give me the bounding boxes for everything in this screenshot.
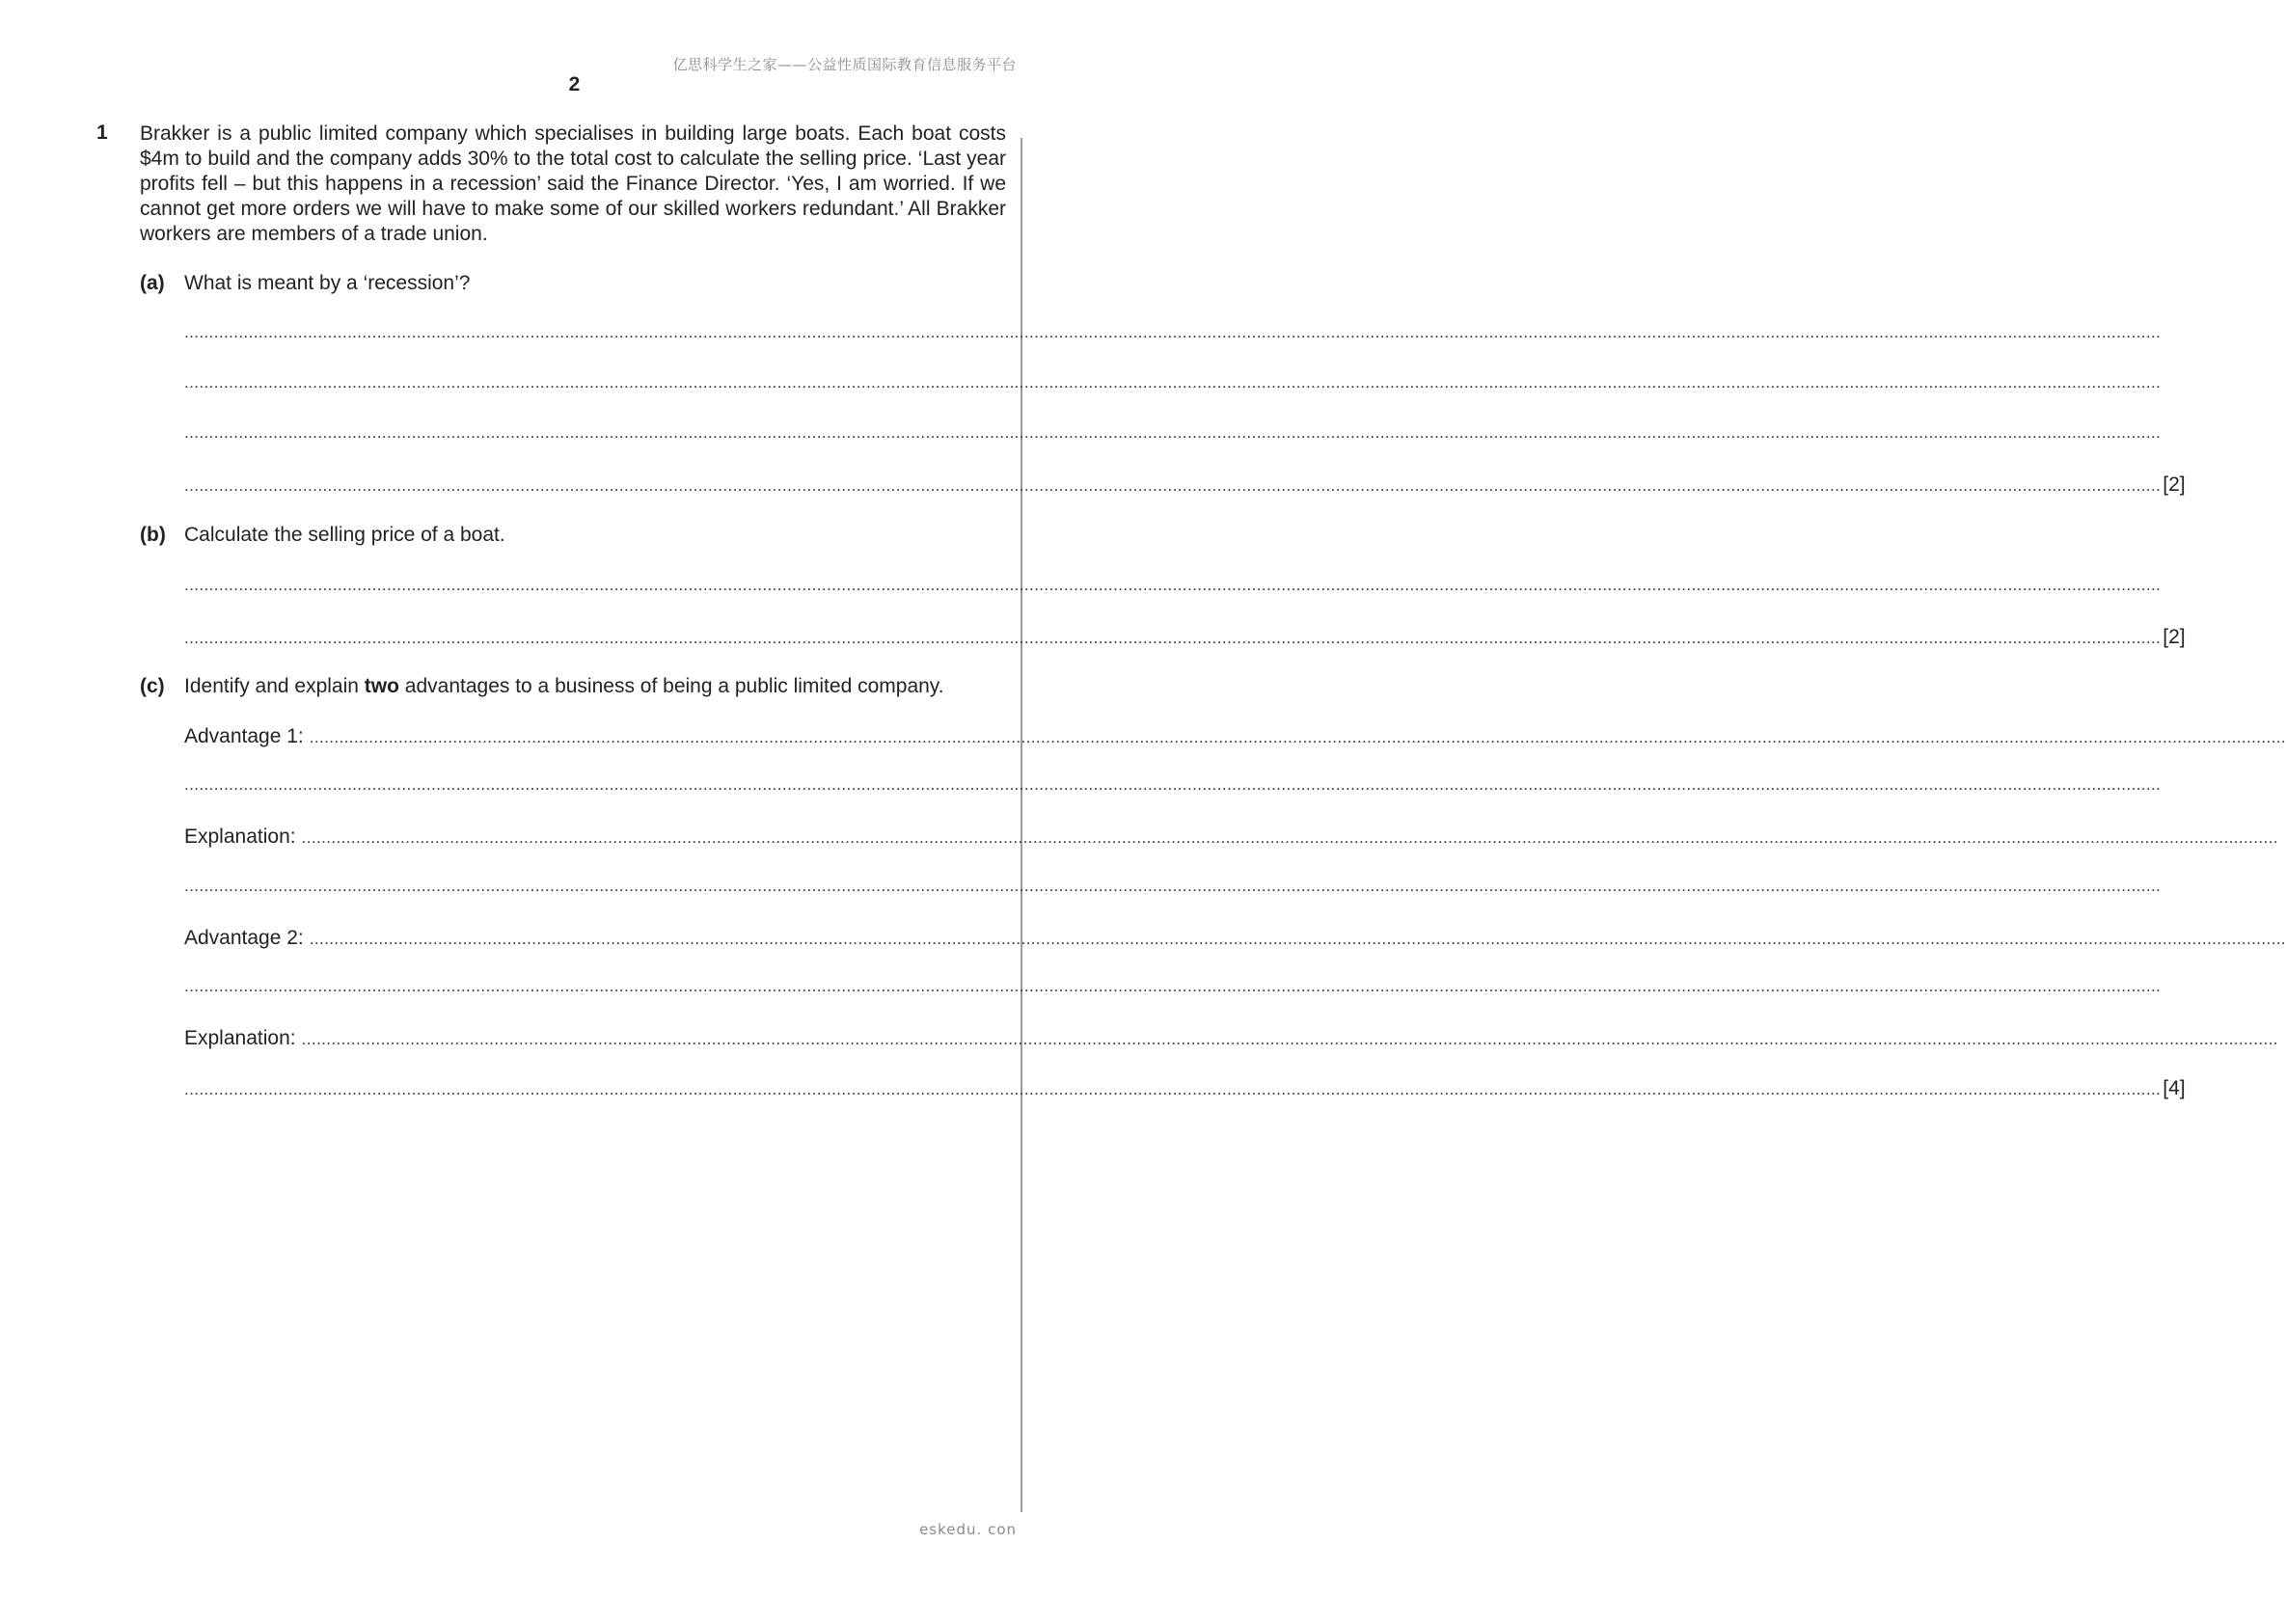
- part-c-label: (c): [140, 675, 165, 697]
- part-b-marks: [2]: [2163, 626, 2186, 648]
- answer-line[interactable]: ................................................................................................................................................................................................................................................................................................................................................................................................................ [2]: [184, 626, 2186, 648]
- answer-line[interactable]: ................................................................................................................................................................................................................................................................................................................................................................................................................: [184, 323, 2162, 341]
- part-c-marks: [4]: [2163, 1077, 2186, 1099]
- advantage-1-label: Advantage 1:: [184, 725, 304, 747]
- part-a-label: (a): [140, 272, 165, 294]
- explanation-1-line[interactable]: Explanation: ................................................................................................................................................................................................................................................................................................................................................................................................................: [184, 826, 2278, 848]
- advantage-1-line[interactable]: Advantage 1: ................................................................................................................................................................................................................................................................................................................................................................................................................: [184, 725, 2286, 747]
- answer-line[interactable]: ................................................................................................................................................................................................................................................................................................................................................................................................................ [2]: [184, 474, 2186, 496]
- answer-line[interactable]: ................................................................................................................................................................................................................................................................................................................................................................................................................: [184, 373, 2162, 392]
- margin-line: [1021, 138, 1022, 1512]
- answer-line[interactable]: ................................................................................................................................................................................................................................................................................................................................................................................................................: [184, 576, 2162, 594]
- header-watermark: 亿思科学生之家——公益性质国际教育信息服务平台: [672, 56, 1017, 73]
- answer-line[interactable]: ................................................................................................................................................................................................................................................................................................................................................................................................................: [184, 423, 2162, 442]
- page-number: 2: [568, 73, 581, 95]
- footer-watermark: eskedu. con: [919, 1521, 1017, 1538]
- explanation-2-line[interactable]: Explanation: ................................................................................................................................................................................................................................................................................................................................................................................................................: [184, 1027, 2278, 1049]
- question-stem: Brakker is a public limited company which specialises in building large boats. Each boat costs $4m to build and the company adds 30% to the total cost to calculate the selling price. ‘Last year profits fell – but this happens in a recession’ said the Finance Director. ‘Yes, I am worried. If we cannot get more orders we will have to make some of our skilled workers redundant.’ All Brakker workers are members of a trade union.: [140, 122, 1006, 245]
- explanation-2-label: Explanation:: [184, 1027, 296, 1049]
- part-a-question: What is meant by a ‘recession’?: [184, 272, 471, 294]
- part-b-label: (b): [140, 524, 166, 546]
- answer-line[interactable]: ................................................................................................................................................................................................................................................................................................................................................................................................................: [184, 977, 2162, 995]
- answer-line[interactable]: ................................................................................................................................................................................................................................................................................................................................................................................................................: [184, 775, 2162, 794]
- answer-line[interactable]: ................................................................................................................................................................................................................................................................................................................................................................................................................: [184, 877, 2162, 895]
- explanation-1-label: Explanation:: [184, 826, 296, 848]
- advantage-2-line[interactable]: Advantage 2: ................................................................................................................................................................................................................................................................................................................................................................................................................: [184, 927, 2286, 949]
- part-b-question: Calculate the selling price of a boat.: [184, 524, 505, 546]
- advantage-2-label: Advantage 2:: [184, 927, 304, 949]
- answer-line[interactable]: ................................................................................................................................................................................................................................................................................................................................................................................................................ [4]: [184, 1077, 2186, 1099]
- part-c-question: Identify and explain two advantages to a business of being a public limited company.: [184, 675, 944, 697]
- part-a-marks: [2]: [2163, 474, 2186, 496]
- question-number: 1: [96, 122, 108, 144]
